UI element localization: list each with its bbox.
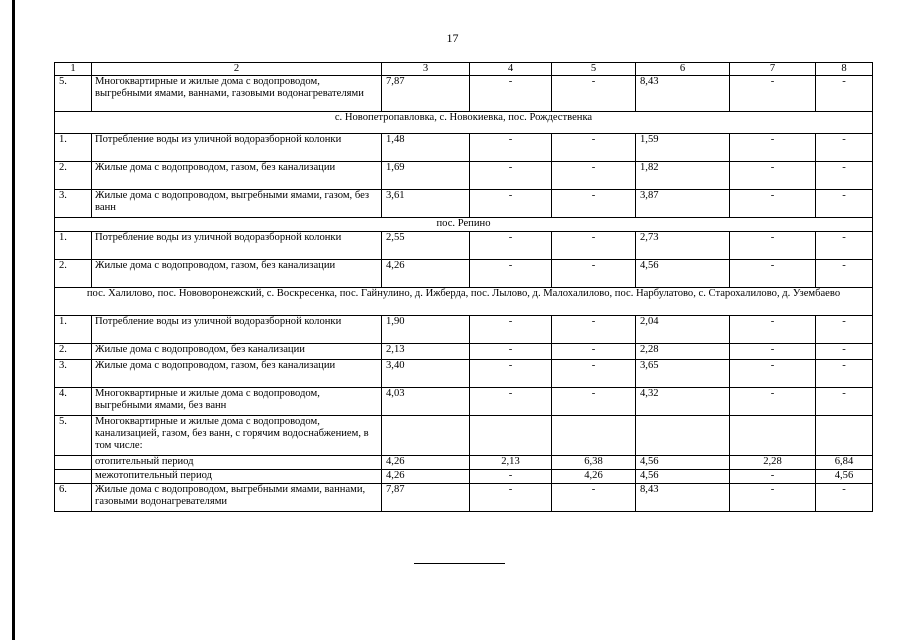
value-cell: 2,28 bbox=[730, 456, 816, 470]
value-cell: 4,26 bbox=[382, 456, 470, 470]
value-cell: 4,32 bbox=[636, 388, 730, 416]
value-cell: - bbox=[552, 232, 636, 260]
value-cell bbox=[382, 416, 470, 456]
value-cell: - bbox=[470, 360, 552, 388]
value-cell: - bbox=[816, 190, 873, 218]
column-header: 4 bbox=[470, 63, 552, 76]
value-cell: - bbox=[552, 360, 636, 388]
value-cell: - bbox=[816, 232, 873, 260]
value-cell: 1,59 bbox=[636, 134, 730, 162]
value-cell: - bbox=[470, 260, 552, 288]
value-cell: - bbox=[552, 388, 636, 416]
table-row bbox=[55, 484, 873, 512]
row-description: Потребление воды из уличной водоразборной колонки bbox=[92, 232, 382, 260]
row-number: 5. bbox=[55, 416, 92, 456]
table-row bbox=[55, 416, 873, 456]
row-number: 2. bbox=[55, 162, 92, 190]
table-row bbox=[55, 360, 873, 388]
value-cell: 2,13 bbox=[382, 344, 470, 360]
row-number: 2. bbox=[55, 260, 92, 288]
left-margin-rule bbox=[12, 0, 15, 640]
value-cell: - bbox=[816, 344, 873, 360]
row-number: 4. bbox=[55, 388, 92, 416]
value-cell: - bbox=[730, 190, 816, 218]
column-header: 2 bbox=[92, 63, 382, 76]
value-cell: 2,55 bbox=[382, 232, 470, 260]
tariff-table bbox=[54, 62, 873, 512]
value-cell: - bbox=[470, 344, 552, 360]
value-cell bbox=[816, 416, 873, 456]
value-cell: - bbox=[470, 232, 552, 260]
value-cell: - bbox=[552, 260, 636, 288]
value-cell: 8,43 bbox=[636, 484, 730, 512]
column-header: 5 bbox=[552, 63, 636, 76]
row-number: 2. bbox=[55, 344, 92, 360]
value-cell: 1,48 bbox=[382, 134, 470, 162]
row-description: Многоквартирные и жилые дома с водопроводом, выгребными ямами, ваннами, газовыми водонагревателями bbox=[92, 76, 382, 112]
value-cell: 2,04 bbox=[636, 316, 730, 344]
value-cell: 1,82 bbox=[636, 162, 730, 190]
value-cell: - bbox=[730, 360, 816, 388]
value-cell: 3,61 bbox=[382, 190, 470, 218]
value-cell: - bbox=[730, 484, 816, 512]
row-description: Потребление воды из уличной водоразборной колонки bbox=[92, 134, 382, 162]
row-number: 3. bbox=[55, 360, 92, 388]
value-cell: - bbox=[470, 470, 552, 484]
row-number: 1. bbox=[55, 316, 92, 344]
value-cell: 4,03 bbox=[382, 388, 470, 416]
value-cell: 4,56 bbox=[636, 260, 730, 288]
value-cell: 4,56 bbox=[816, 470, 873, 484]
value-cell: - bbox=[552, 190, 636, 218]
page-number: 17 bbox=[446, 31, 459, 45]
table-body bbox=[55, 63, 873, 512]
value-cell: - bbox=[470, 190, 552, 218]
value-cell: - bbox=[816, 316, 873, 344]
value-cell bbox=[470, 416, 552, 456]
value-cell: - bbox=[730, 344, 816, 360]
value-cell: - bbox=[470, 484, 552, 512]
table-row bbox=[55, 162, 873, 190]
table-row bbox=[55, 76, 873, 112]
value-cell: - bbox=[730, 260, 816, 288]
value-cell: 1,69 bbox=[382, 162, 470, 190]
table-row bbox=[55, 134, 873, 162]
row-number bbox=[55, 456, 92, 470]
table-row bbox=[55, 344, 873, 360]
value-cell: - bbox=[470, 162, 552, 190]
row-description: Жилые дома с водопроводом, газом, без канализации bbox=[92, 260, 382, 288]
value-cell: - bbox=[816, 76, 873, 112]
row-description: Многоквартирные и жилые дома с водопроводом, канализацией, газом, без ванн, с горячим водоснабжением, в том числе: bbox=[92, 416, 382, 456]
value-cell: - bbox=[816, 134, 873, 162]
value-cell: 2,13 bbox=[470, 456, 552, 470]
row-description: Жилые дома с водопроводом, газом, без канализации bbox=[92, 162, 382, 190]
table-row bbox=[55, 260, 873, 288]
table-row bbox=[55, 190, 873, 218]
value-cell bbox=[552, 416, 636, 456]
value-cell: - bbox=[552, 76, 636, 112]
row-description: Жилые дома с водопроводом, без канализации bbox=[92, 344, 382, 360]
column-header: 7 bbox=[730, 63, 816, 76]
value-cell: 3,87 bbox=[636, 190, 730, 218]
value-cell: - bbox=[552, 134, 636, 162]
value-cell: - bbox=[470, 76, 552, 112]
value-cell: 6,38 bbox=[552, 456, 636, 470]
value-cell: - bbox=[816, 360, 873, 388]
row-description: Жилые дома с водопроводом, выгребными ямами, газом, без ванн bbox=[92, 190, 382, 218]
value-cell: - bbox=[552, 344, 636, 360]
value-cell: - bbox=[730, 470, 816, 484]
value-cell: - bbox=[470, 316, 552, 344]
value-cell: 7,87 bbox=[382, 484, 470, 512]
table-row bbox=[55, 470, 873, 484]
value-cell: 6,84 bbox=[816, 456, 873, 470]
row-description: Потребление воды из уличной водоразборной колонки bbox=[92, 316, 382, 344]
value-cell: 4,56 bbox=[636, 456, 730, 470]
table-row bbox=[55, 456, 873, 470]
value-cell: - bbox=[730, 134, 816, 162]
row-description: межотопительный период bbox=[92, 470, 382, 484]
value-cell bbox=[636, 416, 730, 456]
value-cell: - bbox=[730, 316, 816, 344]
value-cell: 4,26 bbox=[382, 470, 470, 484]
value-cell: - bbox=[552, 162, 636, 190]
section-title: пос. Репино bbox=[55, 218, 873, 232]
column-header: 3 bbox=[382, 63, 470, 76]
table-row bbox=[55, 232, 873, 260]
value-cell: - bbox=[816, 260, 873, 288]
value-cell: 8,43 bbox=[636, 76, 730, 112]
table-row bbox=[55, 388, 873, 416]
value-cell: - bbox=[816, 484, 873, 512]
row-number bbox=[55, 470, 92, 484]
value-cell: 4,26 bbox=[552, 470, 636, 484]
column-header: 1 bbox=[55, 63, 92, 76]
row-number: 6. bbox=[55, 484, 92, 512]
row-description: отопительный период bbox=[92, 456, 382, 470]
section-row bbox=[55, 112, 873, 134]
section-title: с. Новопетропавловка, с. Новокиевка, пос. Рождественка bbox=[55, 112, 873, 134]
row-description: Жилые дома с водопроводом, выгребными ямами, ваннами, газовыми водонагревателями bbox=[92, 484, 382, 512]
value-cell: 3,65 bbox=[636, 360, 730, 388]
value-cell: - bbox=[552, 484, 636, 512]
section-row bbox=[55, 288, 873, 316]
row-number: 3. bbox=[55, 190, 92, 218]
header-row bbox=[55, 63, 873, 76]
value-cell: 1,90 bbox=[382, 316, 470, 344]
value-cell: 7,87 bbox=[382, 76, 470, 112]
row-number: 5. bbox=[55, 76, 92, 112]
value-cell: - bbox=[470, 134, 552, 162]
section-row bbox=[55, 218, 873, 232]
section-title: пос. Халилово, пос. Нововоронежский, с. Воскресенка, пос. Гайнулино, д. Ижберда, пос. Лылово, д. Малохалилово, пос. Нарбулатово, с. Старохалилово, д. Узембаево bbox=[55, 288, 873, 316]
value-cell: 3,40 bbox=[382, 360, 470, 388]
table-row bbox=[55, 316, 873, 344]
value-cell: - bbox=[816, 162, 873, 190]
value-cell: 4,26 bbox=[382, 260, 470, 288]
row-number: 1. bbox=[55, 134, 92, 162]
value-cell: - bbox=[730, 162, 816, 190]
value-cell: - bbox=[730, 76, 816, 112]
value-cell: 4,56 bbox=[636, 470, 730, 484]
column-header: 6 bbox=[636, 63, 730, 76]
value-cell: - bbox=[730, 232, 816, 260]
value-cell bbox=[730, 416, 816, 456]
row-number: 1. bbox=[55, 232, 92, 260]
value-cell: 2,28 bbox=[636, 344, 730, 360]
value-cell: - bbox=[552, 316, 636, 344]
value-cell: 2,73 bbox=[636, 232, 730, 260]
row-description: Жилые дома с водопроводом, газом, без канализации bbox=[92, 360, 382, 388]
value-cell: - bbox=[816, 388, 873, 416]
column-header: 8 bbox=[816, 63, 873, 76]
value-cell: - bbox=[470, 388, 552, 416]
row-description: Многоквартирные и жилые дома с водопроводом, выгребными ямами, без ванн bbox=[92, 388, 382, 416]
value-cell: - bbox=[730, 388, 816, 416]
end-of-table-rule bbox=[414, 563, 505, 564]
